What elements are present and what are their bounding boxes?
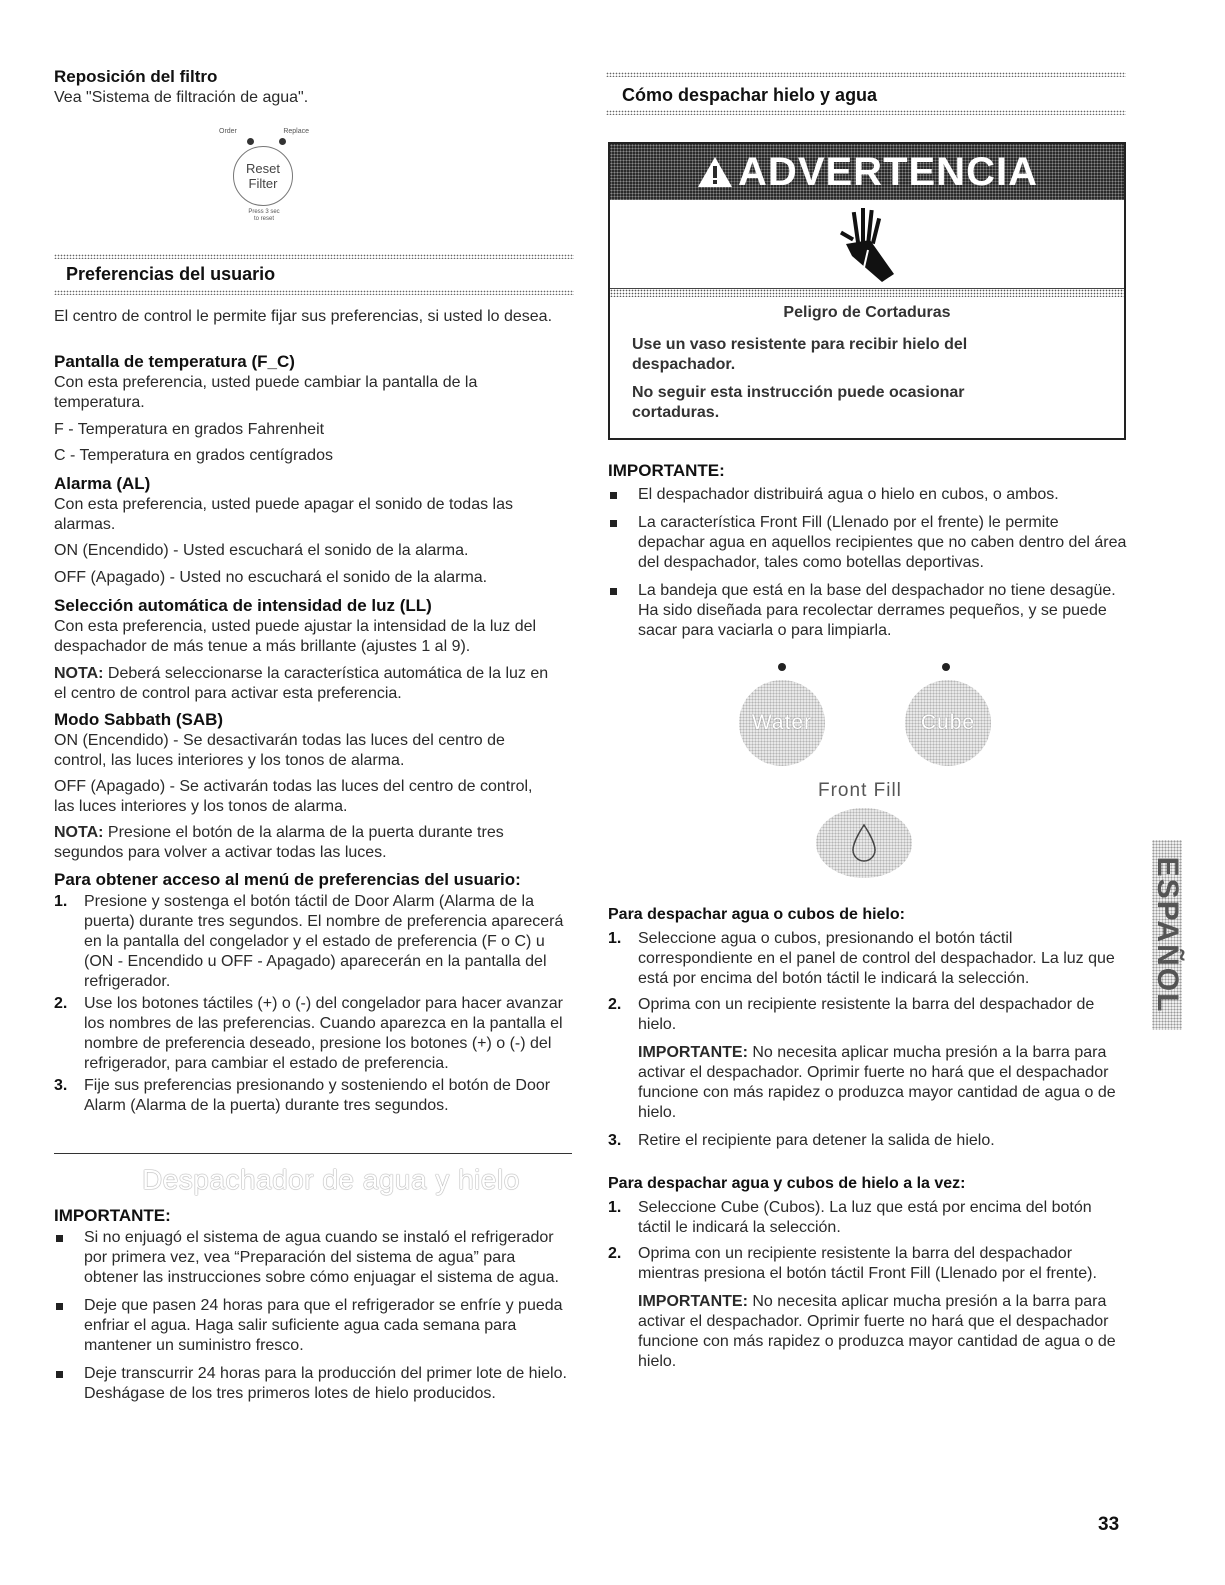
right-important: IMPORTANTE:	[608, 461, 725, 480]
section-rule	[54, 254, 574, 259]
important-note	[638, 1292, 1128, 1372]
section-rule	[606, 110, 1126, 115]
step-text: Retire el recipiente para detener la salida de hielo.	[638, 1132, 995, 1149]
list-item: La bandeja que está en la base del despachador no tiene desagüe. Ha sido diseñada para recolectar derrames pequeños, y se puede sacar para vaciarla o para limpiarla.	[608, 581, 1128, 641]
press-hint-line: Press 3 sec	[248, 209, 280, 215]
list-item	[608, 1244, 1128, 1372]
front-fill-button[interactable]	[816, 808, 912, 878]
sabbath-heading: Modo Sabbath (SAB)	[54, 710, 224, 729]
step-text: Fije sus preferencias presionando y sosteniendo el botón de Door Alarm (Alarma de la puerta) durante tres segundos.	[84, 1077, 551, 1114]
temp-c: C - Temperatura en grados centígrados	[54, 447, 333, 464]
cube-led-icon	[942, 663, 950, 671]
divider	[54, 1153, 572, 1154]
dispense-ice-steps	[608, 929, 1128, 1151]
dispense-ice-heading: Para despachar agua o cubos de hielo:	[608, 906, 905, 923]
sabbath-note	[54, 823, 529, 863]
note-text: Presione el botón de la alarma de la puerta durante tres segundos para volver a activar todas las luces.	[54, 824, 504, 861]
list-item	[608, 1198, 1128, 1238]
filter-reset-heading: Reposición del filtro	[54, 67, 218, 86]
list-item: La característica Front Fill (Llenado por el frente) le permite depachar agua en aquellos recipientes que no caben dentro del área del despachador, tales como botellas deportivas.	[608, 513, 1128, 573]
section-rule	[606, 72, 1126, 77]
press-hint	[239, 209, 289, 223]
replace-led-icon	[279, 138, 286, 145]
water-led-icon	[778, 663, 786, 671]
light-note	[54, 664, 559, 704]
dispenser-bullets	[54, 1228, 574, 1404]
warning-hazard: Peligro de Cortaduras	[783, 304, 951, 321]
step-number: 1.	[54, 893, 68, 910]
water-button[interactable]	[739, 680, 825, 766]
step-number: 2.	[608, 996, 622, 1013]
press-hint-line: to reset	[253, 216, 274, 222]
important-text: No necesita aplicar mucha presión a la barra para activar el despachador. Oprimir fuerte no hará que el despachador funcione con más rapidez o produzca mayor cantidad de agua o de hielo.	[638, 1293, 1116, 1370]
list-item	[54, 994, 574, 1074]
list-item: Deje que pasen 24 horas para que el refrigerador se enfríe y pueda enfriar el agua. Haga salir suficiente agua cada semana para mantener un suministro fresco.	[54, 1296, 574, 1356]
language-tab	[1152, 840, 1182, 1030]
prefs-title: Preferencias del usuario	[66, 264, 276, 284]
dispense-both-steps	[608, 1198, 1128, 1372]
water-label: Water	[751, 711, 813, 734]
list-item: Deje transcurrir 24 horas para la producción del primer lote de hielo. Deshágase de los tres primeros lotes de hielo producidos.	[54, 1364, 574, 1404]
step-text: Use los botones táctiles (+) o (-) del congelador para hacer avanzar los nombres de las preferencias. Cuando aparezca en la pantalla el nombre de preferencia deseado, presione los botones (+) o (-) del refrigerador, para cambiar el estado de preferencia.	[84, 995, 563, 1072]
step-text: Seleccione Cube (Cubos). La luz que está por encima del botón táctil le indicará la selección.	[638, 1199, 1092, 1236]
warning-hatch	[610, 289, 1124, 297]
alarm-on: ON (Encendido) - Usted escuchará el sonido de la alarma.	[54, 542, 469, 559]
right-title: Cómo despachar hielo y agua	[622, 85, 878, 105]
page-number: 33	[1098, 1514, 1120, 1535]
important-note	[638, 1043, 1128, 1123]
step-number: 3.	[608, 1132, 622, 1149]
light-text: Con esta preferencia, usted puede ajustar la intensidad de la luz del despachador de más tenue a más brillante (ajustes 1 al 9).	[54, 618, 537, 655]
list-item	[608, 1131, 1128, 1151]
step-number: 3.	[54, 1077, 68, 1094]
sabbath-on: ON (Encendido) - Se desactivarán todas las luces del centro de control, las luces interiores y los tonos de alarma.	[54, 732, 505, 769]
reset-label: Reset	[246, 161, 280, 176]
step-text: Seleccione agua o cubos, presionando el botón táctil correspondiente en el panel de control del despachador. La luz que está por encima del botón táctil le indicará la selección.	[638, 930, 1115, 987]
list-item	[54, 892, 574, 992]
filter-indicator-labels	[219, 128, 309, 135]
access-heading: Para obtener acceso al menú de preferencias del usuario:	[54, 870, 521, 889]
alarm-text: Con esta preferencia, usted puede apagar el sonido de todas las alarmas.	[54, 496, 513, 533]
step-text: Oprima con un recipiente resistente la barra del despachador mientras presiona el botón táctil Front Fill (Llenado por el frente).	[638, 1245, 1097, 1282]
warning-triangle-icon	[696, 155, 734, 189]
note-label: NOTA:	[54, 665, 104, 682]
list-item	[54, 1076, 574, 1116]
light-heading: Selección automática de intensidad de luz (LL)	[54, 596, 432, 615]
warning-header	[610, 144, 1124, 200]
warning-box	[608, 142, 1126, 440]
note-label: NOTA:	[54, 824, 104, 841]
alarm-heading: Alarma (AL)	[54, 474, 151, 493]
step-number: 1.	[608, 1199, 622, 1216]
water-drop-icon	[849, 823, 879, 863]
language-tab-label: ESPAÑOL	[1151, 856, 1184, 1014]
step-text: Presione y sostenga el botón táctil de Door Alarm (Alarma de la puerta) durante tres segundos. El nombre de preferencia aparecerá en la pantalla del congelador y el estado de preferencia (F o C) u (ON - Encendido u OFF - Apagado) aparecerán en la pantalla del refrigerador.	[84, 893, 564, 990]
right-bullets	[608, 485, 1128, 641]
filter-reset-text: Vea "Sistema de filtración de agua".	[54, 89, 309, 106]
list-item: El despachador distribuirá agua o hielo en cubos, o ambos.	[608, 485, 1128, 505]
section-rule	[54, 290, 574, 295]
list-item	[608, 929, 1128, 989]
dispenser-section-title: Despachador de agua y hielo	[142, 1164, 520, 1195]
sabbath-off: OFF (Apagado) - Se activarán todas las luces del centro de control, las luces interiores y los tonos de alarma.	[54, 778, 533, 815]
step-number: 2.	[608, 1245, 622, 1262]
warning-word: ADVERTENCIA	[738, 149, 1038, 194]
replace-label: Replace	[283, 128, 309, 135]
access-steps	[54, 892, 574, 1116]
step-number: 1.	[608, 930, 622, 947]
cube-label: Cube	[920, 711, 976, 734]
list-item	[608, 995, 1128, 1123]
list-item: Si no enjuagó el sistema de agua cuando se instaló el refrigerador por primera vez, vea “Preparación del sistema de agua” para obtener las instrucciones sobre cómo enjuagar el sistema de agua.	[54, 1228, 574, 1288]
temp-heading: Pantalla de temperatura (F_C)	[54, 352, 295, 371]
reset-filter-ring	[233, 146, 293, 206]
cut-hand-icon	[834, 204, 904, 284]
prefs-intro: El centro de control le permite fijar sus preferencias, si usted lo desea.	[54, 308, 553, 325]
cube-button[interactable]	[905, 680, 991, 766]
order-label: Order	[219, 128, 237, 135]
dispenser-important: IMPORTANTE:	[54, 1206, 171, 1225]
step-text: Oprima con un recipiente resistente la barra del despachador de hielo.	[638, 996, 1095, 1033]
filter-label: Filter	[248, 176, 278, 191]
step-number: 2.	[54, 995, 68, 1012]
dispense-both-heading: Para despachar agua y cubos de hielo a la vez:	[608, 1175, 966, 1192]
order-led-icon	[247, 138, 254, 145]
warning-line1: Use un vaso resistente para recibir hielo del despachador.	[632, 336, 968, 373]
front-fill-label: Front Fill	[818, 780, 902, 801]
reset-filter-button[interactable]	[211, 124, 321, 230]
important-label: IMPORTANTE:	[638, 1293, 748, 1310]
important-label: IMPORTANTE:	[638, 1044, 748, 1061]
warning-icon-area	[610, 200, 1124, 289]
important-text: No necesita aplicar mucha presión a la barra para activar el despachador. Oprimir fuerte no hará que el despachador funcione con más rapidez o produzca mayor cantidad de agua o de hielo.	[638, 1044, 1116, 1121]
temp-f: F - Temperatura en grados Fahrenheit	[54, 421, 325, 438]
temp-text: Con esta preferencia, usted puede cambiar la pantalla de la temperatura.	[54, 374, 478, 411]
note-text: Deberá seleccionarse la característica automática de la luz en el centro de control para activar esta preferencia.	[54, 665, 549, 702]
alarm-off: OFF (Apagado) - Usted no escuchará el sonido de la alarma.	[54, 569, 488, 586]
warning-line2: No seguir esta instrucción puede ocasionar cortaduras.	[632, 384, 965, 421]
